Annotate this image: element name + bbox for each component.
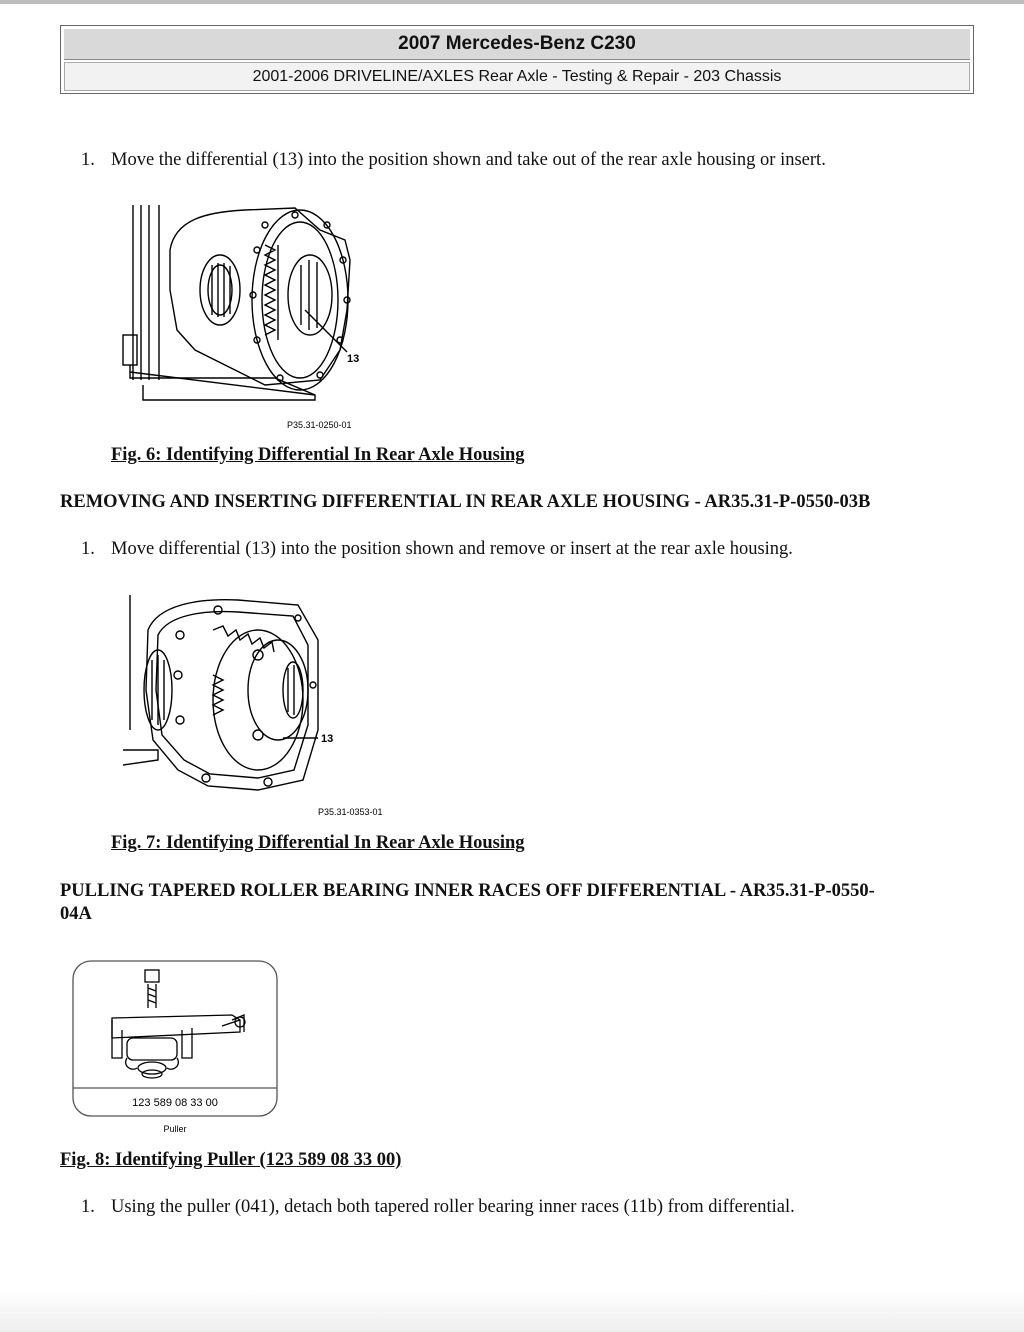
step-number: 1. xyxy=(81,1197,95,1217)
section-heading-pulling-bearings xyxy=(60,880,875,926)
figure-8-caption: Fig. 8: Identifying Puller (123 589 08 33 00) xyxy=(60,1150,402,1170)
step-text: Move the differential (13) into the position shown and take out of the rear axle housing or insert. xyxy=(111,150,826,170)
figure-8-illustration xyxy=(72,960,278,1142)
document-title: 2007 Mercedes-Benz C230 xyxy=(64,29,970,60)
heading-line-2: 04A xyxy=(60,904,92,924)
page-top-border xyxy=(0,0,1024,4)
figure-6-caption: Fig. 6: Identifying Differential In Rear Axle Housing xyxy=(111,445,525,465)
step-text: Move differential (13) into the position shown and remove or insert at the rear axle housing. xyxy=(111,539,793,559)
figure-code: P35.31-0353-01 xyxy=(318,807,383,817)
step-text: Using the puller (041), detach both tapered roller bearing inner races (11b) from differential. xyxy=(111,1197,795,1217)
part-number: 123 589 08 33 00 xyxy=(132,1097,218,1109)
part-name: Puller xyxy=(163,1124,187,1134)
heading-line-1: PULLING TAPERED ROLLER BEARING INNER RACES OFF DIFFERENTIAL - AR35.31-P-0550- xyxy=(60,881,875,901)
figure-code: P35.31-0250-01 xyxy=(287,420,352,430)
document-subtitle: 2001-2006 DRIVELINE/AXLES Rear Axle - Testing & Repair - 203 Chassis xyxy=(64,62,970,91)
callout-13: 13 xyxy=(321,733,334,745)
document-header xyxy=(60,25,974,94)
step-number: 1. xyxy=(81,539,95,559)
figure-7-caption: Fig. 7: Identifying Differential In Rear Axle Housing xyxy=(111,833,525,853)
page-bottom-shadow xyxy=(0,1290,1024,1332)
section-heading-removing-inserting: REMOVING AND INSERTING DIFFERENTIAL IN REAR AXLE HOUSING - AR35.31-P-0550-03B xyxy=(60,492,871,512)
figure-6-illustration xyxy=(115,200,375,435)
callout-13: 13 xyxy=(347,353,360,365)
figure-7-illustration xyxy=(118,590,388,820)
step-number: 1. xyxy=(81,150,95,170)
